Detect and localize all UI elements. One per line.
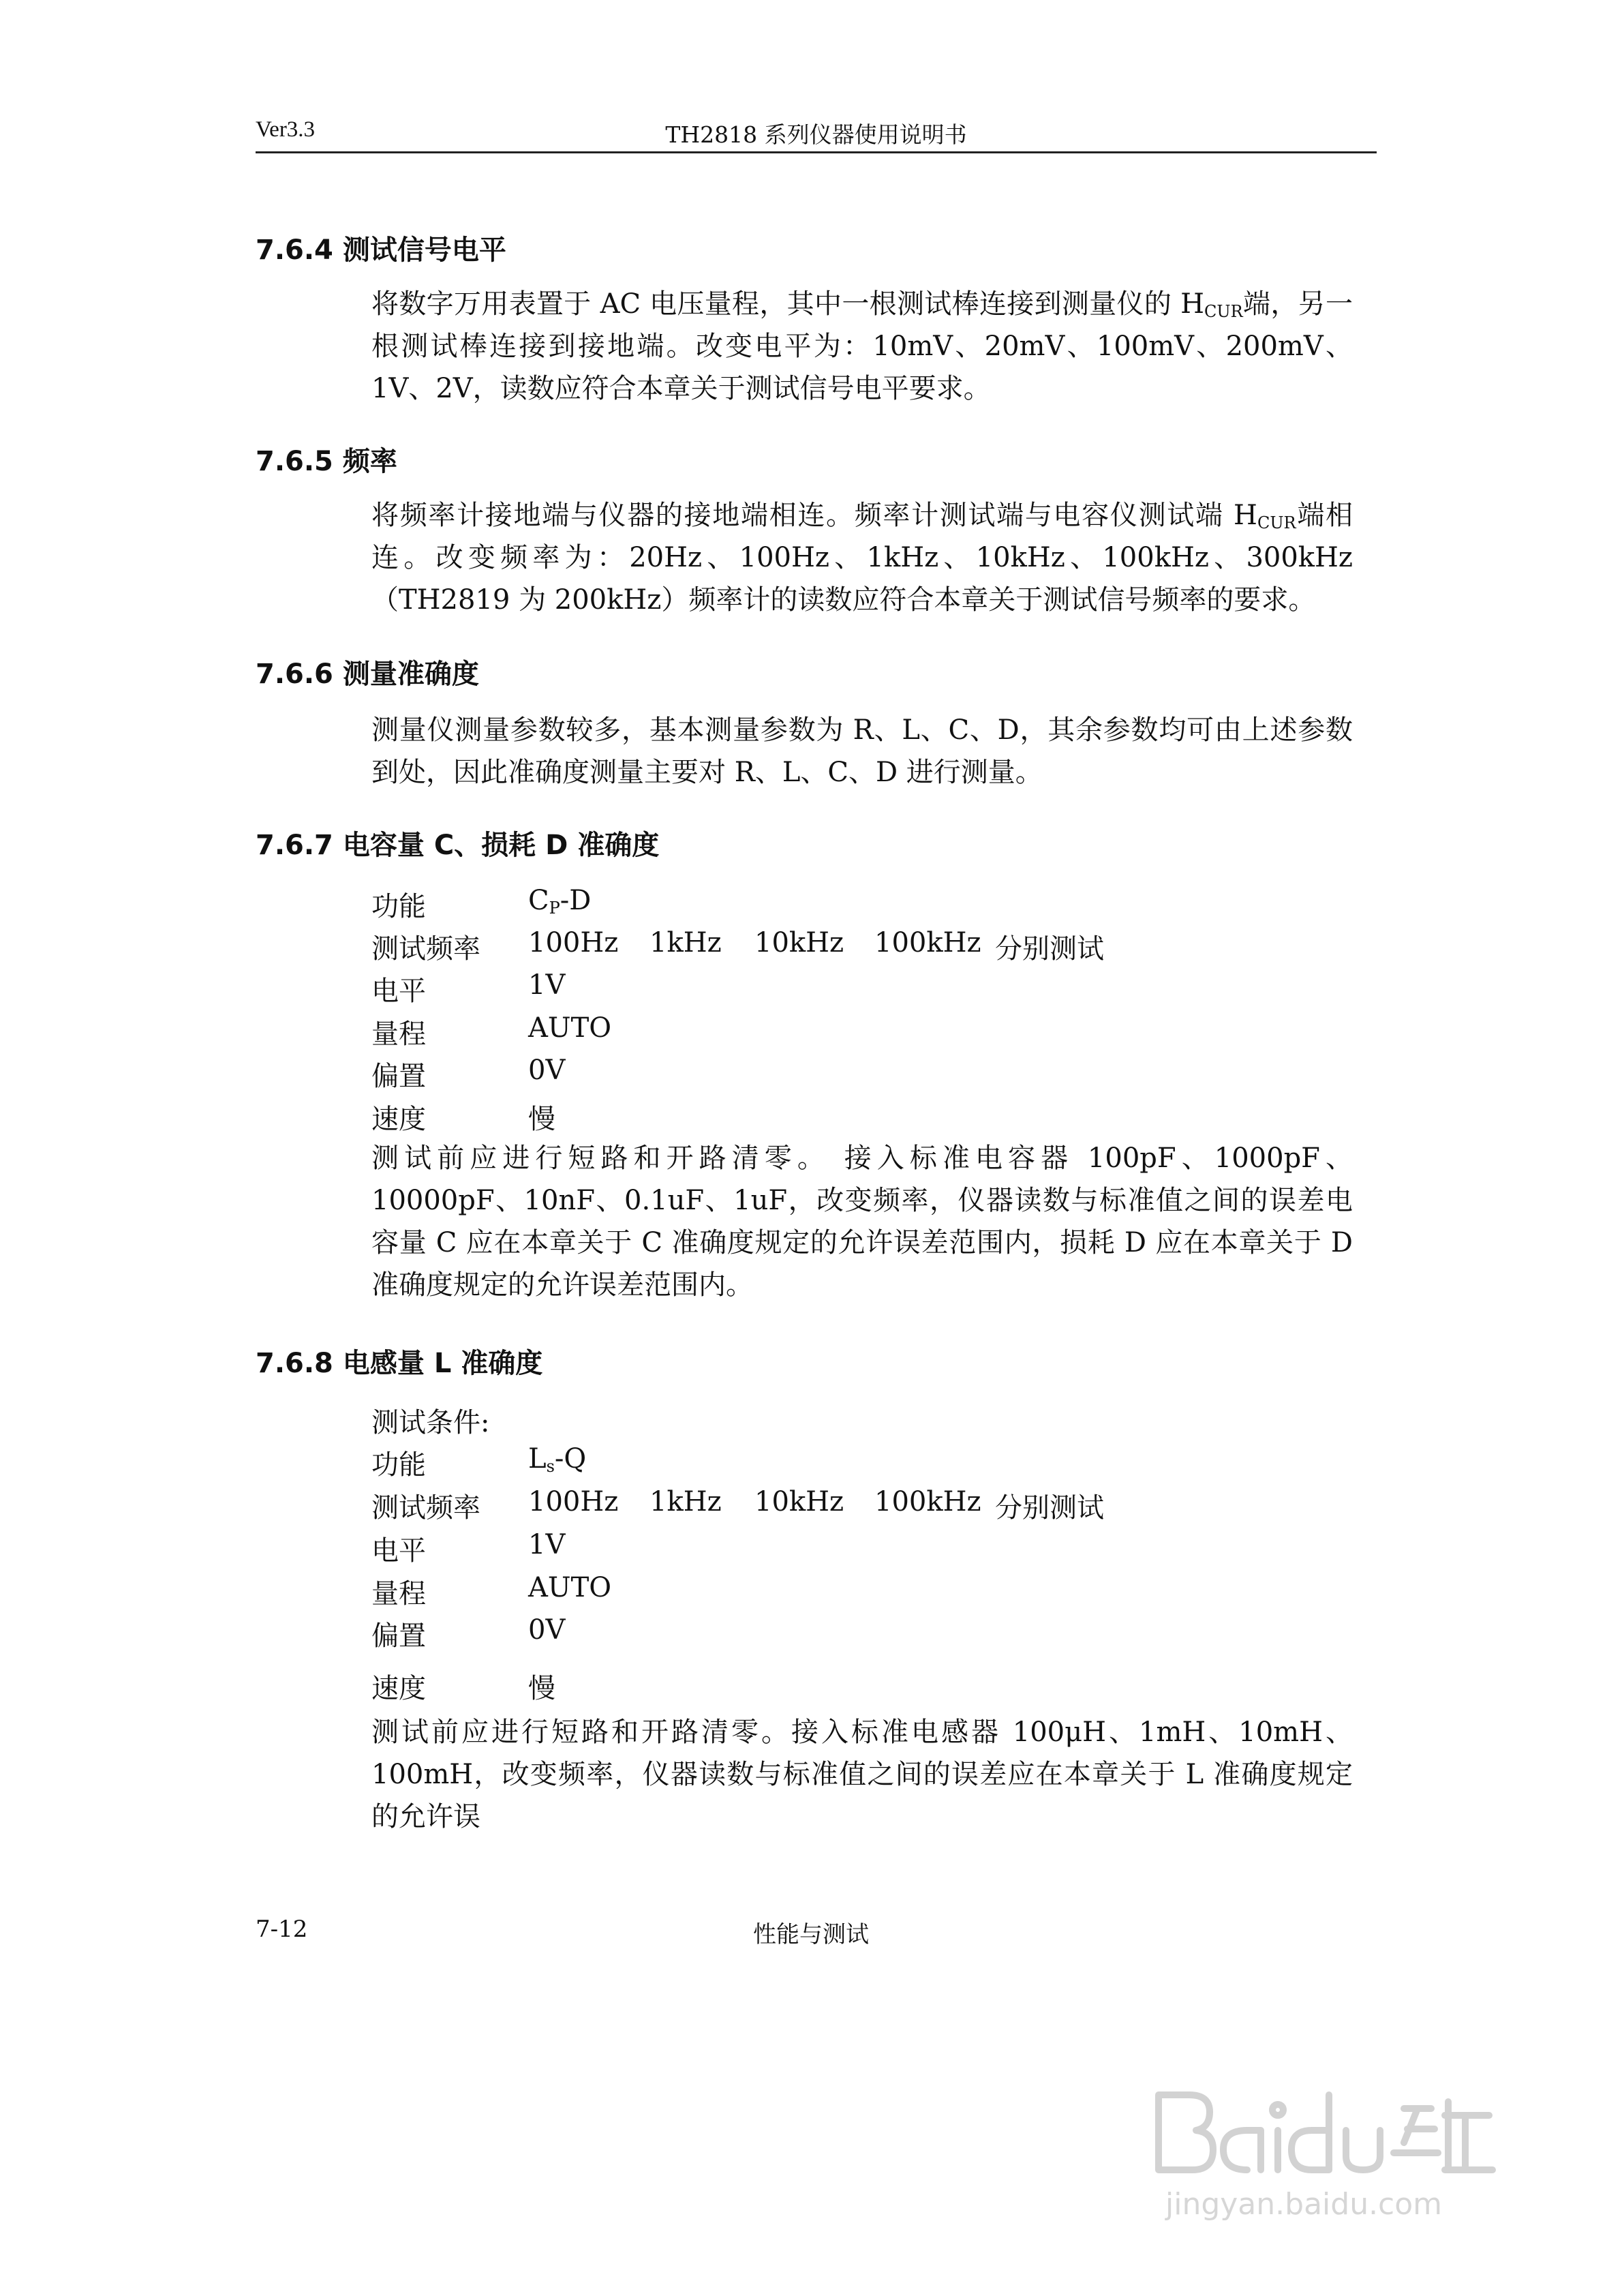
paragraph-inductance-test: 测试前应进行短路和开路清零。接入标准电感器 100μH、1mH、10mH、100mH，改变频率，仪器读数与标准值之间的误差应在本章关于 L 准确度规定的允许误 bbox=[371, 1717, 1353, 1832]
paragraph-accuracy: 测量仪测量参数较多，基本测量参数为 R、L、C、D，其余参数均可由上述参数到处，因此准确度测量主要对 R、L、C、D 进行测量。 bbox=[371, 714, 1353, 788]
section-heading-7-6-8: 7.6.8 电感量 L 准确度 bbox=[256, 1348, 543, 1379]
paragraph-signal-level: 将数字万用表置于 AC 电压量程，其中一根测试棒连接到测量仪的 $H_{CUR}$端，另一根测试棒连接到接地端。改变电平为：10mV、20mV、100mV、200mV、1V、2V，读数应符合本章关于测试信号电平要求。 bbox=[371, 288, 1353, 404]
watermark-url: jingyan.baidu.com bbox=[1165, 2187, 1443, 2222]
paragraph-frequency: 将频率计接地端与仪器的接地端相连。频率计测试端与电容仪测试端 $H_{CUR}$端相连。改变频率为：20Hz、100Hz、1kHz、10kHz、100kHz、300kHz（TH2819 为 200kHz）频率计的读数应符合本章关于测试信号频率的要求。 bbox=[371, 500, 1353, 616]
version-label: Ver3.3 bbox=[256, 117, 316, 142]
page-header bbox=[256, 115, 1377, 153]
manual-title: TH2818 系列仪器使用说明书 bbox=[665, 121, 967, 148]
chapter-name: 性能与测试 bbox=[753, 1921, 869, 1948]
section-heading-7-6-4: 7.6.4 测试信号电平 bbox=[256, 235, 506, 266]
section-heading-7-6-5: 7.6.5 频率 bbox=[256, 446, 397, 477]
section-heading-7-6-7: 7.6.7 电容量 C、损耗 D 准确度 bbox=[256, 830, 660, 861]
baidu-logo-icon bbox=[1145, 2068, 1527, 2238]
baidu-jingyan-watermark bbox=[1145, 2068, 1527, 2238]
section-heading-7-6-6: 7.6.6 测量准确度 bbox=[256, 659, 479, 690]
paragraph-capacitance-test: 测试前应进行短路和开路清零。 接入标准电容器 100pF、1000pF、10000pF、10nF、0.1uF、1uF，改变频率，仪器读数与标准值之间的误差电容量 C 应在本章关于 C 准确度规定的允许误差范围内，损耗 D 应在本章关于 D 准确度规定的允许误差范围内。 bbox=[371, 1143, 1353, 1301]
page-number: 7-12 bbox=[256, 1916, 308, 1943]
